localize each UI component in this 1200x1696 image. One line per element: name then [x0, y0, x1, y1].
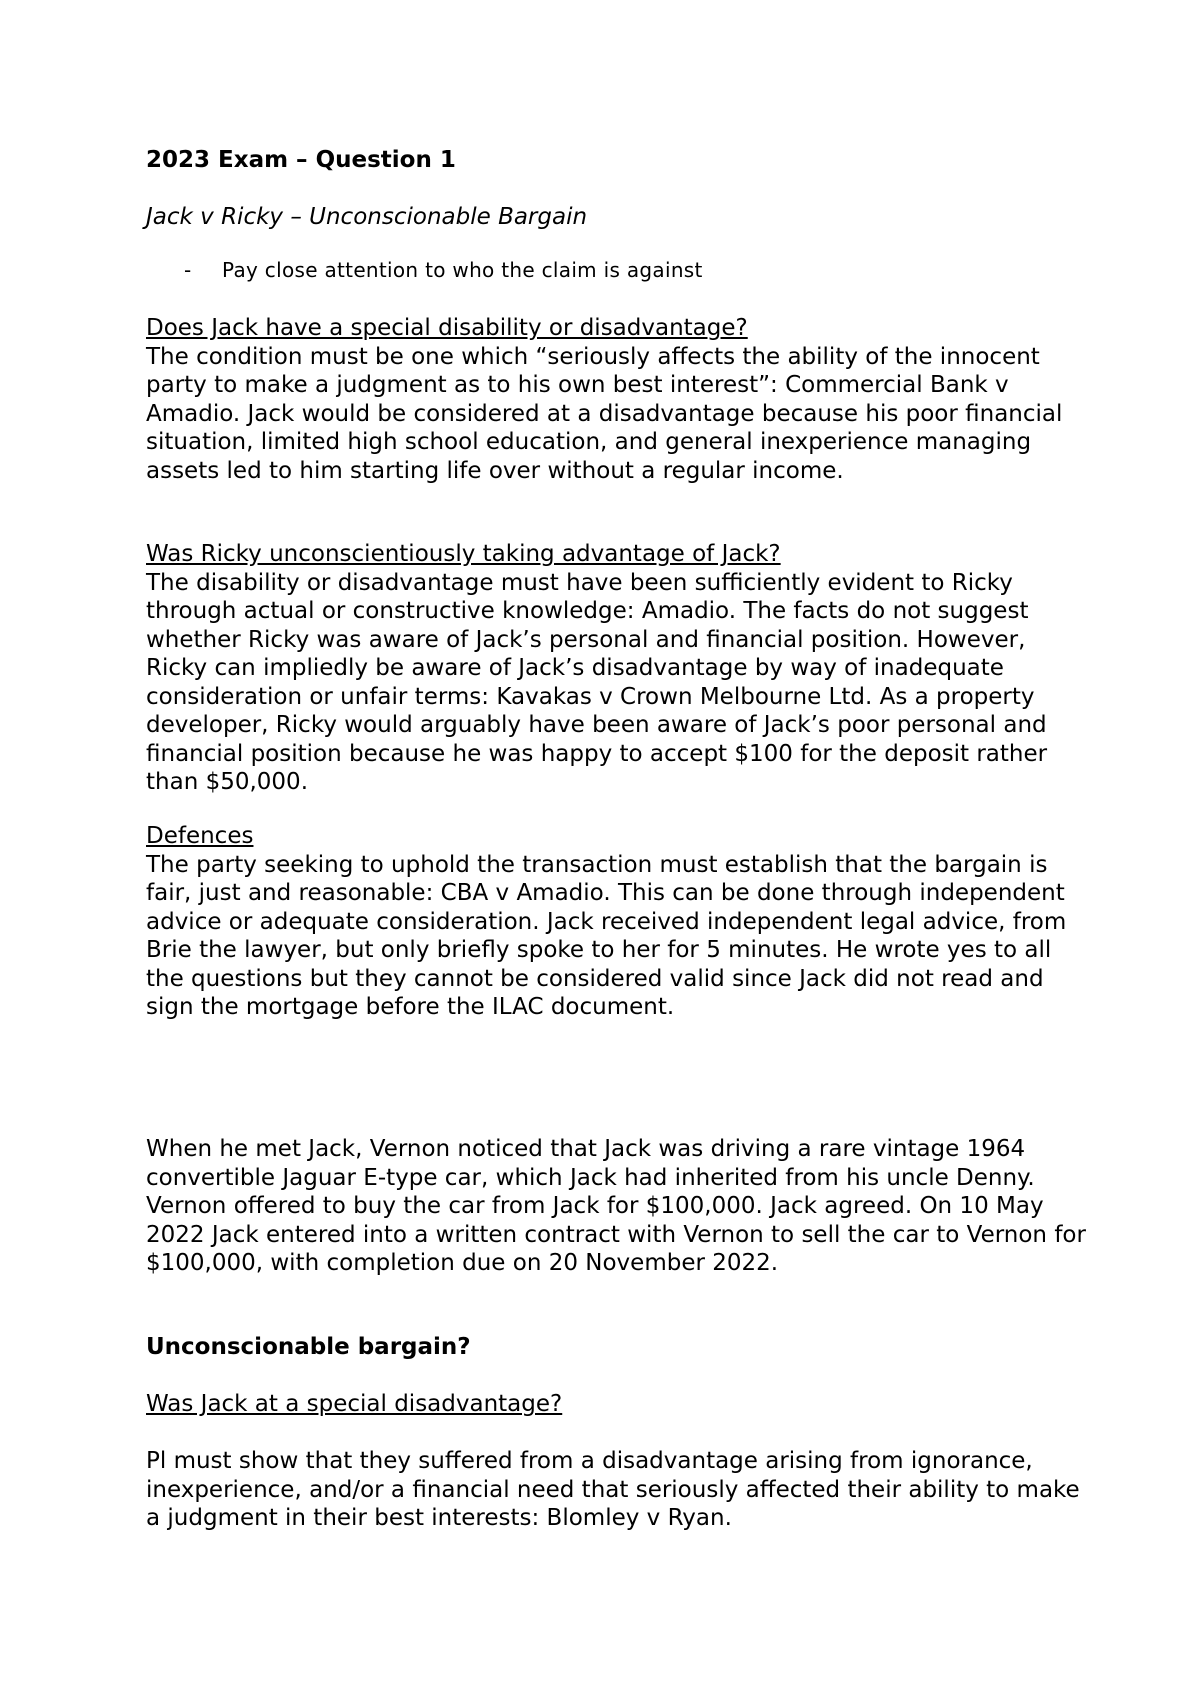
final-paragraph: Pl must show that they suffered from a disadvantage arising from ignorance, inexperience, and/or a financial need that seriously affected their ability to make a judgment in their best interests: Blomley v Ryan.: [146, 1448, 1080, 1531]
bullet-item: [184, 258, 703, 282]
section-heading: Defences: [146, 823, 254, 849]
section-body: The disability or disadvantage must have been sufficiently evident to Ricky through actual or constructive knowledge: Amadio. The facts do not suggest whether Ricky was aware of Jack’s personal and financial position. However, Ricky can impliedly be aware of Jack’s disadvantage by way of inadequate consideration or unfair terms: Kavakas v Crown Melbourne Ltd. As a property developer, Ricky would arguably have been aware of Jack’s poor personal and financial position because he was happy to accept $100 for the deposit rather than $50,000.: [146, 569, 1048, 795]
issue-heading: Unconscionable bargain?: [146, 1334, 471, 1360]
section-body: The condition must be one which “seriously affects the ability of the innocent party to make a judgment as to his own best interest”: Commercial Bank v Amadio. Jack would be considered at a disadvantage because his poor financial situation, limited high school education, and general inexperience managing assets led to him starting life over without a regular income.: [146, 343, 1063, 484]
section-2: [146, 540, 1086, 797]
document-subtitle: Jack v Ricky – Unconscionable Bargain: [146, 204, 588, 230]
section-1: [146, 314, 1086, 485]
bullet-dash: -: [184, 258, 192, 282]
bullet-text: Pay close attention to who the claim is against: [222, 258, 703, 282]
document-title: 2023 Exam – Question 1: [146, 147, 456, 173]
sub-heading: Was Jack at a special disadvantage?: [146, 1391, 563, 1417]
section-body: The party seeking to uphold the transaction must establish that the bargain is fair, just and reasonable: CBA v Amadio. This can be done through independent advice or adequate consideration. Jack received independent legal advice, from Brie the lawyer, but only briefly spoke to her for 5 minutes. He wrote yes to all the questions but they cannot be considered valid since Jack did not read and sign the mortgage before the ILAC document.: [146, 851, 1067, 1020]
section-heading: Does Jack have a special disability or disadvantage?: [146, 315, 748, 341]
section-3: [146, 822, 1086, 1022]
section-heading: Was Ricky unconscientiously taking advantage of Jack?: [146, 541, 781, 567]
facts-paragraph: When he met Jack, Vernon noticed that Jack was driving a rare vintage 1964 convertible Jaguar E-type car, which Jack had inherited from his uncle Denny. Vernon offered to buy the car from Jack for $100,000. Jack agreed. On 10 May 2022 Jack entered into a written contract with Vernon to sell the car to Vernon for $100,000, with completion due on 20 November 2022.: [146, 1136, 1086, 1276]
